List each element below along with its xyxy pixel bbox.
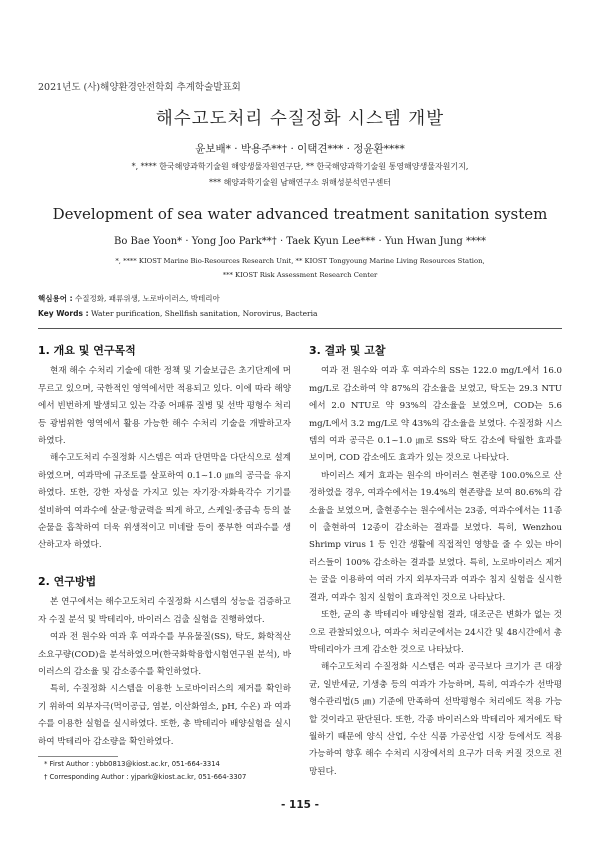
left-column xyxy=(38,342,291,751)
affiliation-line: *, **** KIOST Marine Bio-Resources Research Unit, ** KIOST Tongyoung Marine Living Resources Station, xyxy=(115,257,485,265)
paragraph: 해수고도처리 수질정화 시스템은 여과 공극보다 크기가 큰 대장균, 일반세균, 기생충 등의 여과가 가능하며, 특히, 여과수가 선박평형수관리법(5 ㎛) 기준에 만족하여 선박평형수 처리에도 적용 가능할 것이라고 판단된다. 또한, 각종 바이러스와 박테리아 제거에도 탁월하기 때문에 양식 산업, 수산 식품 가공산업 시장 등에서도 적용 가능하여 향후 해수 수처리 시장에서의 요구가 더욱 커질 것으로 전망된다. xyxy=(309,662,562,777)
paragraph: 또한, 균의 총 박테리아 배양실험 결과, 대조군은 변화가 없는 것으로 관찰되었으나, 여과수 처리군에서는 24시간 및 48시간에서 총 박테리아가 크게 감소한 것으로 나타났다. xyxy=(309,610,562,655)
conference-header: 2021년도 (사)해양환경안전학회 추계학술발표회 xyxy=(38,82,241,93)
footnote-corresponding-author: † Corresponding Author : yjpark@kiost.ac.kr, 051-664-3307 xyxy=(44,773,247,781)
paragraph: 본 연구에서는 해수고도처리 수질정화 시스템의 성능을 검증하고자 수질 분석 및 박테리아, 바이러스 검출 실험을 진행하였다. xyxy=(38,597,291,625)
right-column xyxy=(309,342,562,781)
title-korean: 해수고도처리 수질정화 시스템 개발 xyxy=(155,109,445,129)
affiliation-line: *, **** 한국해양과학기술원 해양생물자원연구단, ** 한국해양과학기술원 통영해양생물자원기지, xyxy=(131,162,469,171)
keywords-text: 수질정화, 패류위생, 노로바이러스, 박테리아 xyxy=(74,294,220,303)
keywords-label: Key Words : xyxy=(38,309,89,318)
affiliation-line: *** KIOST Risk Assessment Research Center xyxy=(222,271,378,279)
page-number: - 115 - xyxy=(281,799,319,811)
footnote-first-author: * First Author : ybb0813@kiost.ac.kr, 051-664-3314 xyxy=(44,760,220,768)
affiliations-korean xyxy=(0,159,600,191)
paragraph: 여과 전 원수와 여과 후 여과수를 부유물질(SS), 탁도, 화학적산소요구량(COD)을 분석하였으며(한국화학융합시험연구원 분석), 바이러스의 감소율 및 감소종수를 확인하였다. xyxy=(38,632,291,677)
section-heading: 1. 개요 및 연구목적 xyxy=(38,344,136,357)
paragraph: 여과 전 원수와 여과 후 여과수의 SS는 122.0 mg/L에서 16.0 mg/L로 감소하여 약 87%의 감소율을 보였고, 탁도는 29.3 NTU에서 2.0 NTU로 약 93%의 감소율을 보였으며, COD는 5.6 mg/L에서 3.2 mg/L로 약 43%의 감소율을 보였다. 수질정화 시스템의 여과 공극은 0.1~1.0 ㎛로 SS와 탁도 감소에 탁월한 효과를 보이며, COD 감소에도 효과가 있는 것으로 나타났다. xyxy=(309,366,562,464)
keywords-english xyxy=(38,309,318,318)
paragraph: 특히, 수질정화 시스템을 이용한 노로바이러스의 제거를 확인하기 위하여 외부자극(먹이공급, 염분, 이산화염소, pH, 수온) 과 여과수를 이용한 실험을 실시하였다. 또한, 총 박테리아 배양실험을 실시하여 박테리아 감소량을 확인하였다. xyxy=(38,684,291,747)
footnote-divider xyxy=(38,756,118,757)
keywords-text: Water purification, Shellfish sanitation, Norovirus, Bacteria xyxy=(90,309,318,318)
paragraph: 현재 해수 수처리 기술에 대한 정책 및 기술보급은 초기단계에 머무르고 있으며, 국한적인 영역에서만 적용되고 있다. 이에 따라 해양에서 빈번하게 발생되고 있는 각종 어패류 질병 및 선박 평형수 처리 등 광범위한 영역에서 활용 가능한 해수 수처리 기술을 개발하고자 하였다. xyxy=(38,366,291,447)
affiliations-english xyxy=(0,254,600,282)
authors-korean: 윤보배* · 박용주**† · 이택견*** · 정윤환**** xyxy=(195,143,405,155)
paragraph: 바이러스 제거 효과는 원수의 바이러스 현존량 100.0%으로 산정하였을 경우, 여과수에서는 19.4%의 현존량을 보여 80.6%의 감소율을 보였으며, 출현종수는 원수에서는 23종, 여과수에서는 11종이 출현하여 12종이 감소하는 결과를 보였다. 특히, Wenzhou Shrimp virus 1 등 인간 생활에 직접적인 영향을 줄 수 있는 바이러스들이 100% 감소하는 결과를 보였다. 특히, 노로바이러스 제거는 굴을 이용하여 여러 가지 외부자극과 여과수 침지 실험을 실시한 결과, 여과수 침지 실험이 효과적인 것으로 나타났다. xyxy=(309,470,562,603)
section-heading: 3. 결과 및 고찰 xyxy=(309,344,386,357)
keywords-korean xyxy=(38,293,220,304)
section-heading: 2. 연구방법 xyxy=(38,574,97,588)
paragraph: 해수고도처리 수질정화 시스템은 여과 단면막을 다단식으로 설계하였으며, 여과막에 규조토를 살포하여 0.1~1.0 ㎛의 공극을 유지하였다. 또한, 강한 자성을 가지고 있는 자기장·자화육각수 기기를 설비하여 여과수에 살균·항균력을 띄게 하고, 스케일·중금속 등의 불순물을 흡착하여 더욱 위생적이고 미네랄 등이 풍부한 여과수를 생산하고자 하였다. xyxy=(38,453,291,551)
authors-english: Bo Bae Yoon* · Yong Joo Park**† · Taek Kyun Lee*** · Yun Hwan Jung **** xyxy=(113,236,486,247)
divider xyxy=(38,328,562,329)
affiliation-line: *** 해양과학기술원 남해연구소 위해성분석연구센터 xyxy=(209,178,391,187)
keywords-label: 핵심용어 : xyxy=(38,294,73,303)
title-english: Development of sea water advanced treatment sanitation system xyxy=(52,205,548,223)
